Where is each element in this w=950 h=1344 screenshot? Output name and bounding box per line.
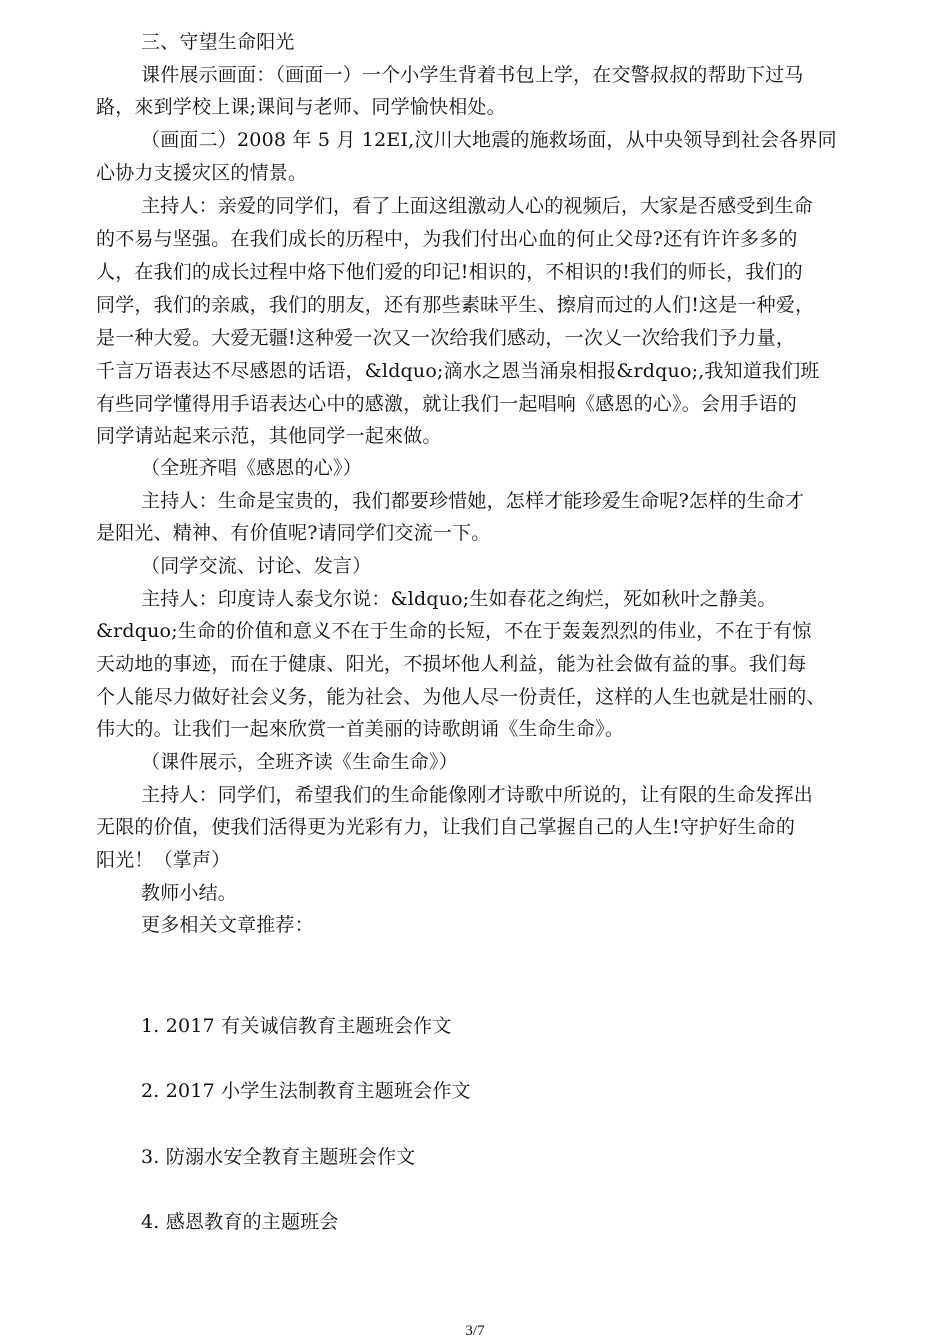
section-heading: 三、守望生命阳光 bbox=[141, 31, 295, 53]
paragraph-line: 主持人：同学们，希望我们的生命能像刚才诗歌中所说的，让有限的生命发挥出 bbox=[141, 784, 814, 806]
paragraph-line: 个人能尽力做好社会义务，能为社会、为他人尽一份责任，这样的人生也就是壮丽的、 bbox=[96, 686, 826, 708]
paragraph-line: 课件展示画面：（画面一）一个小学生背着书包上学，在交警叔叔的帮助下过马 bbox=[141, 64, 804, 86]
paragraph-line: （画面二）2008 年 5 月 12EI,汶川大地震的施救场面，从中央领导到社会各界同 bbox=[141, 129, 837, 151]
paragraph-line: 有些同学懂得用手语表达心中的感激，就让我们一起唱响《感恩的心》。会用手语的 bbox=[96, 393, 797, 415]
paragraph-line: （全班齐唱《感恩的心》） bbox=[141, 457, 362, 479]
paragraph-line: 千言万语表达不尽感恩的话语，&ldquo;滴水之恩当涌泉相报&rdquo;,我知道我们班 bbox=[96, 360, 820, 382]
paragraph-line: （同学交流、讨论、发言） bbox=[141, 555, 372, 577]
paragraph-line: 主持人：生命是宝贵的，我们都要珍惜她，怎样才能珍爱生命呢?怎样的生命才 bbox=[141, 490, 805, 512]
recommendation-link[interactable]: 2. 2017 小学生法制教育主题班会作文 bbox=[141, 1080, 471, 1102]
recommendation-link[interactable]: 1. 2017 有关诚信教育主题班会作文 bbox=[141, 1015, 452, 1037]
recommendations-heading: 更多相关文章推荐： bbox=[141, 914, 314, 936]
paragraph-line: （课件展示，全班齐读《生命生命》） bbox=[141, 751, 458, 773]
paragraph-line: 阳光！（掌声） bbox=[96, 849, 231, 871]
recommendation-link[interactable]: 3. 防溺水安全教育主题班会作文 bbox=[141, 1146, 416, 1168]
paragraph-line: 教师小结。 bbox=[141, 882, 238, 904]
paragraph-line: 无限的价值，使我们活得更为光彩有力，让我们自己掌握自己的人生!守护好生命的 bbox=[96, 816, 796, 838]
paragraph-line: 是一种大爱。大爱无疆!这种爱一次又一次给我们感动，一次乂一次给我们予力量， bbox=[96, 327, 796, 349]
page-number: 3/7 bbox=[465, 1323, 485, 1339]
paragraph-line: 的不易与坚强。在我们成长的历程中，为我们付出心血的何止父母?还有许许多多的 bbox=[96, 228, 798, 250]
paragraph-line: 是阳光、精神、有价值呢?请同学们交流一下。 bbox=[96, 522, 491, 544]
paragraph-line: 主持人：亲爱的同学们，看了上面这组激动人心的视频后，大家是否感受到生命 bbox=[141, 195, 814, 217]
paragraph-line: 心协力支援灾区的情景。 bbox=[96, 162, 308, 184]
paragraph-line: 同学，我们的亲戚，我们的朋友，还有那些素昧平生、擦肩而过的人们!这是一种爱， bbox=[96, 294, 815, 316]
paragraph-line: 天动地的事迹，而在于健康、阳光，不损坏他人利益，能为社会做有益的事。我们每 bbox=[96, 653, 807, 675]
paragraph-line: 同学请站起来示范，其他同学一起來做。 bbox=[96, 425, 442, 447]
paragraph-line: 路，來到学校上课;课间与老师、同学愉快相处。 bbox=[96, 96, 506, 118]
recommendation-link[interactable]: 4. 感恩教育的主题班会 bbox=[141, 1211, 339, 1233]
paragraph-line: 人，在我们的成长过程中烙下他们爱的印记!相识的，不相识的!我们的师长，我们的 bbox=[96, 261, 803, 283]
paragraph-line: 伟大的。让我们一起來欣赏一首美丽的诗歌朗诵《生命生命》。 bbox=[96, 718, 625, 740]
paragraph-line: &rdquo;生命的价值和意义不在于生命的长短，不在于轰轰烈烈的伟业，不在于有惊 bbox=[96, 620, 812, 642]
paragraph-line: 主持人：印度诗人泰戈尔说：&ldquo;生如春花之绚烂，死如秋叶之静美。 bbox=[141, 588, 777, 610]
